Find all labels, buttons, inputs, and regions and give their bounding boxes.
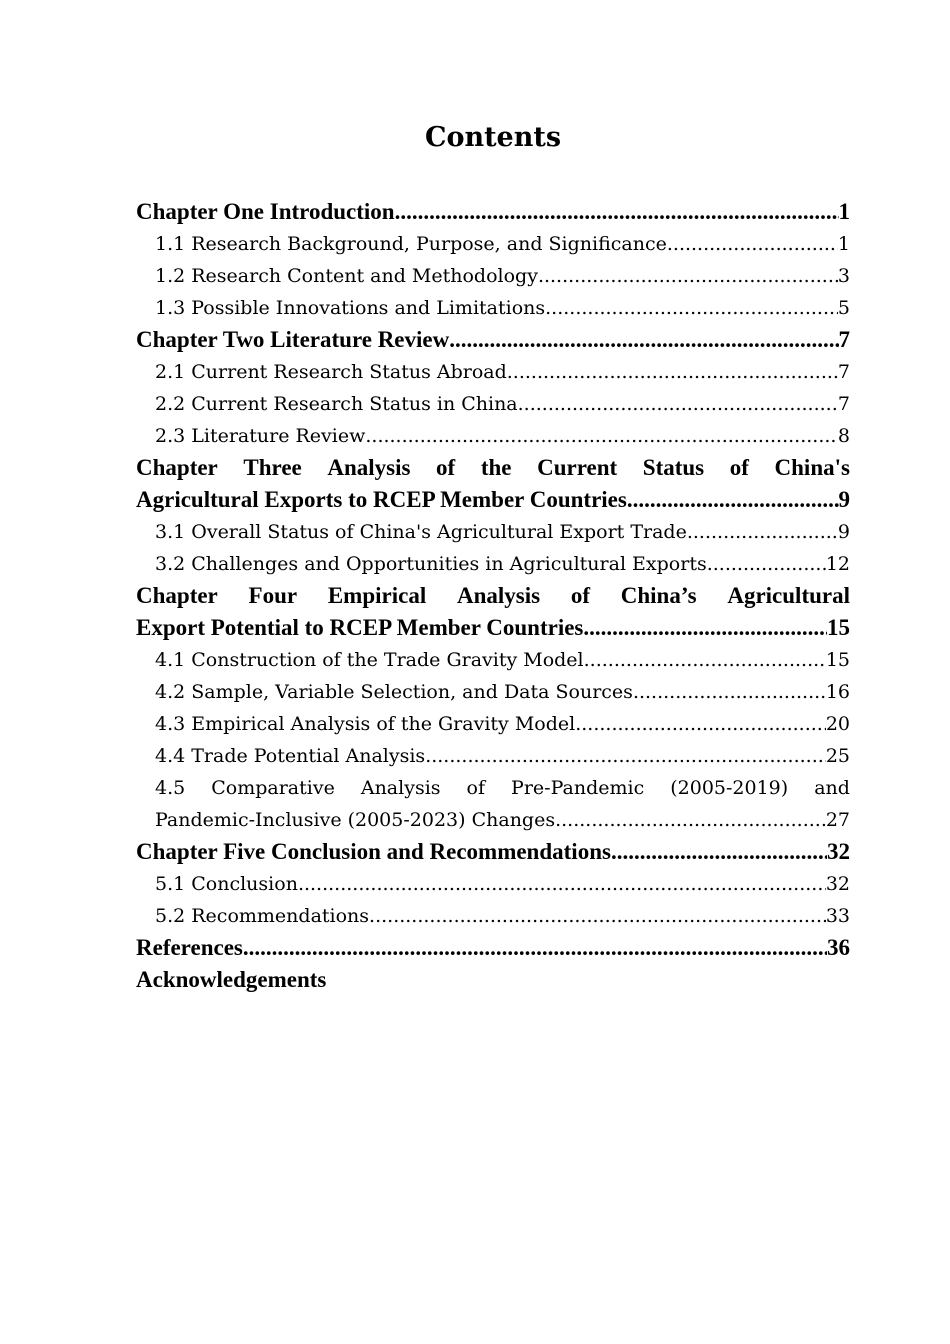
toc-entry-label: 4.2 Sample, Variable Selection, and Data Sources bbox=[155, 681, 633, 703]
toc-section-entry[interactable] bbox=[136, 228, 850, 260]
toc-page-number: 32 bbox=[827, 839, 850, 864]
toc-page-number: 7 bbox=[838, 327, 850, 352]
toc-leader-dots bbox=[425, 740, 826, 772]
toc-page-number: 12 bbox=[825, 553, 850, 575]
toc-leader-dots bbox=[584, 644, 826, 676]
toc-entry-label: Chapter Two Literature Review bbox=[136, 327, 450, 352]
toc-entry-label: References bbox=[136, 935, 243, 960]
toc-leader-dots bbox=[667, 228, 838, 260]
toc-page-number: 5 bbox=[837, 297, 850, 319]
toc-entry-label: 3.1 Overall Status of China's Agricultural Export Trade bbox=[155, 521, 687, 543]
toc-entry-label: Pandemic-Inclusive (2005-2023) Changes bbox=[155, 809, 556, 831]
toc-page-number: 15 bbox=[825, 649, 850, 671]
toc-entry-line bbox=[136, 580, 850, 612]
toc-entry-word: Empirical bbox=[327, 583, 427, 608]
toc-entry-word: Pre-Pandemic bbox=[511, 777, 645, 799]
toc-entry-word: Agricultural bbox=[727, 583, 850, 608]
toc-leader-dots bbox=[365, 420, 838, 452]
toc-leader-dots bbox=[395, 196, 839, 228]
toc-page-number: 33 bbox=[825, 905, 850, 927]
toc-leader-dots bbox=[507, 356, 838, 388]
toc-section-entry[interactable] bbox=[136, 548, 850, 580]
toc-page-number: 7 bbox=[837, 361, 850, 383]
toc-entry-label: Agricultural Exports to RCEP Member Countries bbox=[136, 487, 627, 512]
toc-page-number: 3 bbox=[837, 265, 850, 287]
toc-section-entry[interactable] bbox=[136, 676, 850, 708]
toc-entry-line bbox=[136, 452, 850, 484]
toc-entry-word: (2005-2019) bbox=[670, 777, 789, 799]
toc-entry-line bbox=[136, 484, 850, 516]
toc-entry-label: 3.2 Challenges and Opportunities in Agricultural Exports bbox=[155, 553, 707, 575]
toc-chapter-entry[interactable] bbox=[136, 836, 850, 868]
toc-leader-dots bbox=[243, 932, 827, 964]
toc-entry-label: 4.1 Construction of the Trade Gravity Model bbox=[155, 649, 584, 671]
toc-entry-word: Analysis bbox=[360, 777, 441, 799]
toc-leader-dots bbox=[583, 612, 827, 644]
toc-page-number: 7 bbox=[837, 393, 850, 415]
toc-entry-word: Chapter bbox=[136, 455, 218, 480]
page-title: Contents bbox=[424, 122, 562, 153]
toc-entry-label: 1.1 Research Background, Purpose, and Significance bbox=[155, 233, 667, 255]
toc-page-number: 8 bbox=[837, 425, 850, 447]
toc-page-number: 27 bbox=[825, 809, 850, 831]
toc-section-entry[interactable] bbox=[136, 516, 850, 548]
toc-entry-label: 2.3 Literature Review bbox=[155, 425, 366, 447]
toc-entry-label: Export Potential to RCEP Member Countries bbox=[136, 615, 584, 640]
toc-page-number: 1 bbox=[837, 233, 850, 255]
toc-entry-word: and bbox=[814, 777, 850, 799]
toc-entry-word: 4.5 bbox=[155, 777, 186, 799]
toc-leader-dots bbox=[627, 484, 839, 516]
toc-leader-dots bbox=[707, 548, 826, 580]
toc-leader-dots bbox=[611, 836, 827, 868]
toc-entry-label: 2.2 Current Research Status in China bbox=[155, 393, 518, 415]
toc-chapter-entry[interactable] bbox=[136, 452, 850, 516]
toc-section-entry[interactable] bbox=[136, 868, 850, 900]
toc-section-entry[interactable] bbox=[136, 772, 850, 836]
toc-chapter-entry[interactable] bbox=[136, 964, 850, 996]
toc-leader-dots bbox=[298, 868, 826, 900]
toc-entry-word: Chapter bbox=[136, 583, 218, 608]
toc-chapter-entry[interactable] bbox=[136, 580, 850, 644]
toc-entry-label: 5.1 Conclusion bbox=[155, 873, 298, 895]
toc-entry-word: Analysis bbox=[456, 583, 541, 608]
toc-section-entry[interactable] bbox=[136, 900, 850, 932]
toc-entry-word: Three bbox=[243, 455, 302, 480]
toc-entry-word: of bbox=[436, 455, 456, 480]
toc-entry-label: Acknowledgements bbox=[136, 967, 327, 992]
toc-page-number: 36 bbox=[827, 935, 850, 960]
toc-entry-line bbox=[136, 612, 850, 644]
toc-entry-word: of bbox=[466, 777, 486, 799]
toc-page-number: 1 bbox=[838, 199, 850, 224]
toc-entry-word: of bbox=[570, 583, 590, 608]
toc-leader-dots bbox=[687, 516, 838, 548]
toc-section-entry[interactable] bbox=[136, 644, 850, 676]
toc-chapter-entry[interactable] bbox=[136, 324, 850, 356]
toc-leader-dots bbox=[575, 708, 826, 740]
table-of-contents bbox=[136, 196, 850, 996]
toc-page-number: 20 bbox=[825, 713, 850, 735]
toc-page-number: 9 bbox=[837, 521, 850, 543]
toc-leader-dots bbox=[369, 900, 826, 932]
toc-chapter-entry[interactable] bbox=[136, 196, 850, 228]
toc-entry-word: the bbox=[480, 455, 512, 480]
toc-entry-label: 4.3 Empirical Analysis of the Gravity Model bbox=[155, 713, 576, 735]
toc-page-number: 32 bbox=[825, 873, 850, 895]
toc-entry-label: 1.3 Possible Innovations and Limitations bbox=[155, 297, 546, 319]
toc-leader-dots bbox=[555, 804, 826, 836]
toc-entry-label: 2.1 Current Research Status Abroad bbox=[155, 361, 507, 383]
toc-page-number: 9 bbox=[838, 487, 850, 512]
toc-entry-word: Status bbox=[642, 455, 705, 480]
toc-entry-label: 5.2 Recommendations bbox=[155, 905, 370, 927]
toc-section-entry[interactable] bbox=[136, 388, 850, 420]
toc-entry-word: China’s bbox=[620, 583, 697, 608]
toc-section-entry[interactable] bbox=[136, 740, 850, 772]
toc-entry-word: Comparative bbox=[211, 777, 335, 799]
toc-page-number: 15 bbox=[827, 615, 850, 640]
toc-entry-label: 1.2 Research Content and Methodology bbox=[155, 265, 538, 287]
toc-leader-dots bbox=[449, 324, 838, 356]
toc-leader-dots bbox=[545, 292, 838, 324]
toc-section-entry[interactable] bbox=[136, 420, 850, 452]
toc-leader-dots bbox=[538, 260, 838, 292]
toc-section-entry[interactable] bbox=[136, 260, 850, 292]
toc-entry-line bbox=[155, 804, 850, 836]
toc-page-number: 16 bbox=[825, 681, 850, 703]
toc-page-number: 25 bbox=[825, 745, 850, 767]
toc-entry-word: Four bbox=[248, 583, 298, 608]
toc-leader-dots bbox=[518, 388, 838, 420]
toc-entry-word: China's bbox=[774, 455, 850, 480]
toc-entry-line bbox=[155, 772, 850, 804]
toc-entry-word: Analysis bbox=[327, 455, 411, 480]
toc-chapter-entry[interactable] bbox=[136, 932, 850, 964]
toc-entry-label: 4.4 Trade Potential Analysis bbox=[155, 745, 426, 767]
toc-entry-word: of bbox=[729, 455, 749, 480]
toc-section-entry[interactable] bbox=[136, 292, 850, 324]
toc-section-entry[interactable] bbox=[136, 708, 850, 740]
toc-entry-label: Chapter One Introduction bbox=[136, 199, 395, 224]
toc-leader-dots bbox=[633, 676, 826, 708]
toc-section-entry[interactable] bbox=[136, 356, 850, 388]
toc-entry-word: Current bbox=[537, 455, 618, 480]
toc-entry-label: Chapter Five Conclusion and Recommendations bbox=[136, 839, 611, 864]
